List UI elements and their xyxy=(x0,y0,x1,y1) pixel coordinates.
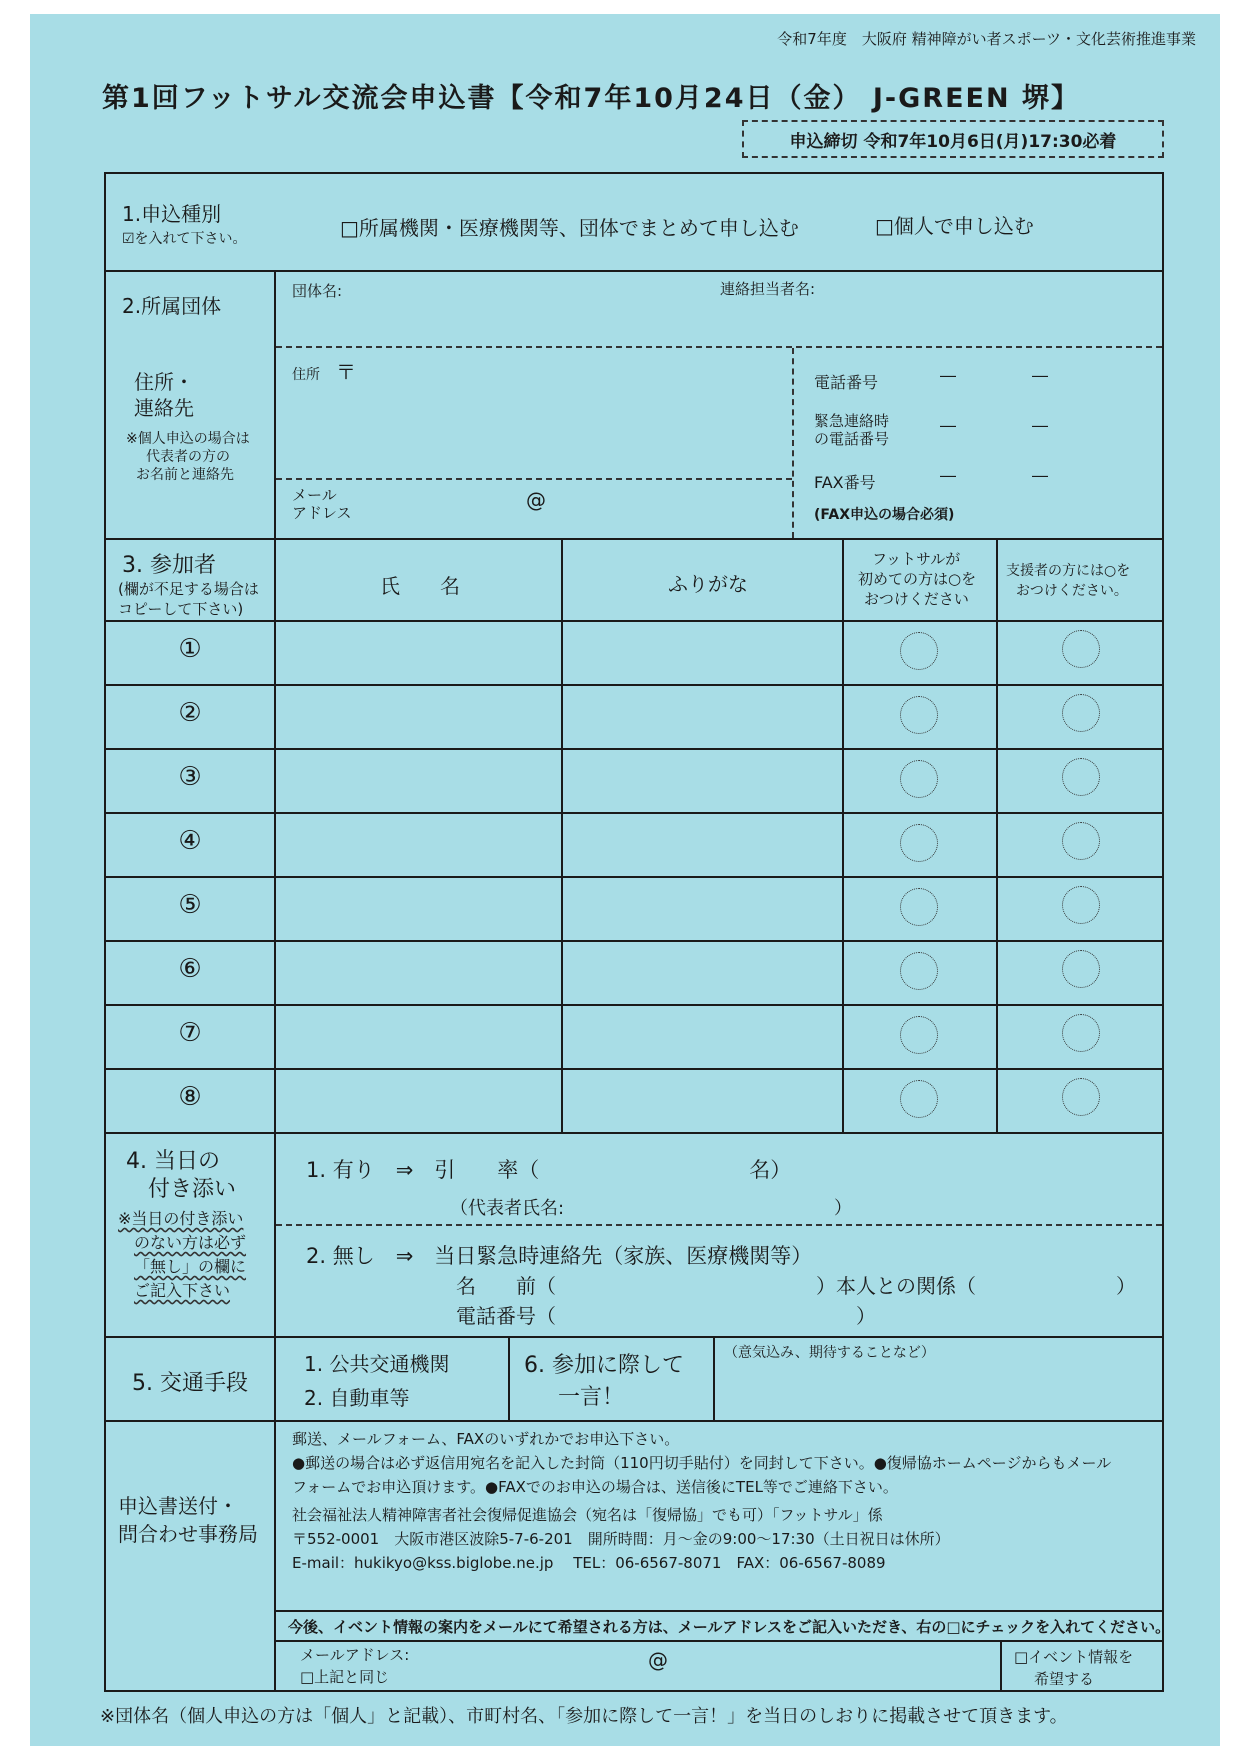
address-label-2: 連絡先 xyxy=(134,396,194,420)
supporter-circle[interactable] xyxy=(1062,886,1100,924)
first-time-circle[interactable] xyxy=(900,888,938,926)
event-info-checkbox[interactable]: □イベント情報を xyxy=(1014,1648,1134,1666)
address-note-1: ※個人申込の場合は xyxy=(126,431,250,447)
option-group-checkbox[interactable]: □所属機関・医療機関等、団体でまとめて申し込む xyxy=(340,216,799,240)
supporter-circle[interactable] xyxy=(1062,822,1100,860)
section4-note-3: 「無し」の欄に xyxy=(134,1257,247,1276)
contact-line-2: ●郵送の場合は必ず返信用宛名を記入した封筒（110円切手貼付）を同封して下さい。●復帰協ホームページからもメール xyxy=(292,1454,1112,1472)
row-number: ⑥ xyxy=(178,954,202,984)
contact-line-1: 郵送、メールフォーム、FAXのいずれかでお申込下さい。 xyxy=(292,1430,680,1448)
transport-public-option[interactable]: 1. 公共交通機関 xyxy=(304,1352,450,1376)
first-time-circle[interactable] xyxy=(900,632,938,670)
contact-person-field[interactable]: 連絡担当者名: xyxy=(720,280,816,298)
section2-label: 2.所属団体 xyxy=(122,294,222,318)
mail-label-1: メール xyxy=(292,486,337,504)
section4-note-1: ※当日の付き添い xyxy=(118,1209,244,1228)
contact-label-1: 申込書送付・ xyxy=(118,1494,238,1518)
dash: ― xyxy=(1032,366,1048,385)
row-number: ⑦ xyxy=(178,1018,202,1048)
emergency-phone-field[interactable]: の電話番号 xyxy=(814,430,890,448)
emergency-name-field[interactable]: 名 前（ ）本人との関係（ ） xyxy=(456,1274,1136,1298)
dash: ― xyxy=(940,366,956,385)
contact-line-3: フォームでお申込頂けます。●FAXでのお申込の場合は、送信後にTEL等でご連絡下さい。 xyxy=(292,1478,898,1496)
first-time-circle[interactable] xyxy=(900,824,938,862)
row-number: ⑧ xyxy=(178,1082,202,1112)
escort-yes-row[interactable]: 1. 有り ⇒ 引 率（ 名） xyxy=(306,1158,792,1182)
application-form xyxy=(30,14,1220,1746)
supporter-circle[interactable] xyxy=(1062,758,1100,796)
footer-note: ※団体名（個人申込の方は「個人」と記載）、市町村名、「参加に際して一言！」を当日のしおりに掲載させて頂きます。 xyxy=(100,1706,1068,1727)
address-label-1: 住所・ xyxy=(134,370,194,394)
contact-line-6: E-mail：hukikyo@kss.biglobe.ne.jp TEL：06-6567-8071 FAX：06-6567-8089 xyxy=(292,1554,886,1572)
postal-mark: 〒 xyxy=(336,360,356,384)
mail-label-2: アドレス xyxy=(292,504,352,522)
comment-field[interactable]: （意気込み、期待することなど） xyxy=(724,1345,935,1361)
col-first-time-2: 初めての方は○を xyxy=(858,570,977,588)
col-first-time-1: フットサルが xyxy=(872,550,961,568)
section3-note-2: コピーして下さい) xyxy=(118,600,244,618)
col-first-time-3: おつけください xyxy=(864,590,969,608)
first-time-circle[interactable] xyxy=(900,952,938,990)
section4-label-1: 4. 当日の xyxy=(126,1149,220,1174)
section6-label-1: 6. 参加に際して xyxy=(524,1353,684,1378)
program-name: 令和7年度 大阪府 精神障がい者スポーツ・文化芸術推進事業 xyxy=(777,30,1196,48)
section4-label-2: 付き添い xyxy=(148,1177,237,1202)
transport-car-option[interactable]: 2. 自動車等 xyxy=(304,1386,410,1410)
dash: ― xyxy=(940,466,956,485)
supporter-circle[interactable] xyxy=(1062,950,1100,988)
row-number: ③ xyxy=(178,762,202,792)
group-name-field[interactable]: 団体名: xyxy=(292,282,343,300)
fax-note: (FAX申込の場合必須) xyxy=(814,507,955,523)
first-time-circle[interactable] xyxy=(900,696,938,734)
col-furigana-header: ふりがな xyxy=(668,572,748,596)
event-notice: 今後、イベント情報の案内をメールにて希望される方は、メールアドレスをご記入いただき、右の□にチェックを入れてください。 xyxy=(288,1618,1171,1636)
contact-label-2: 問合わせ事務局 xyxy=(118,1522,258,1546)
supporter-circle[interactable] xyxy=(1062,1014,1100,1052)
escort-no-row[interactable]: 2. 無し ⇒ 当日緊急時連絡先（家族、医療機関等） xyxy=(306,1244,813,1268)
mail-address-field[interactable]: メールアドレス: xyxy=(300,1646,410,1664)
row-number: ② xyxy=(178,698,202,728)
supporter-circle[interactable] xyxy=(1062,694,1100,732)
deadline-box: 申込締切 令和7年10月6日(月)17:30必着 xyxy=(742,120,1164,158)
emergency-phone-field-2[interactable]: 電話番号（ ） xyxy=(456,1304,876,1328)
same-as-above-checkbox[interactable]: □上記と同じ xyxy=(300,1668,390,1686)
address-note-3: お名前と連絡先 xyxy=(136,467,234,483)
representative-name-field[interactable]: （代表者氏名: ） xyxy=(450,1198,853,1219)
supporter-circle[interactable] xyxy=(1062,630,1100,668)
first-time-circle[interactable] xyxy=(900,1016,938,1054)
address-field[interactable]: 住所 xyxy=(292,367,320,383)
col-name-header: 氏 名 xyxy=(380,574,460,598)
col-supporter-1: 支援者の方には○を xyxy=(1006,563,1131,579)
form-title: 第1回フットサル交流会申込書【令和7年10月24日（金） J-GREEN 堺】 xyxy=(102,83,1080,114)
emergency-label-1: 緊急連絡時 xyxy=(814,412,890,430)
address-note-2: 代表者の方の xyxy=(146,449,230,465)
dash: ― xyxy=(1032,416,1048,435)
contact-line-5: 〒552-0001 大阪市港区波除5-7-6-201 開所時間：月～金の9:00～17:30（土日祝日は休所） xyxy=(292,1530,950,1548)
dash: ― xyxy=(1032,466,1048,485)
event-info-label-2: 希望する xyxy=(1034,1670,1095,1688)
row-number: ⑤ xyxy=(178,890,202,920)
section6-label-2: 一言！ xyxy=(558,1385,625,1410)
section4-note-4: ご記入下さい xyxy=(134,1281,231,1300)
section4-note-2: のない方は必ず xyxy=(134,1233,247,1252)
first-time-circle[interactable] xyxy=(900,760,938,798)
fax-field[interactable]: FAX番号 xyxy=(814,473,876,492)
row-number: ① xyxy=(178,634,202,664)
option-individual-checkbox[interactable]: □個人で申し込む xyxy=(875,214,1034,238)
section1-label: 1.申込種別 xyxy=(122,202,222,226)
first-time-circle[interactable] xyxy=(900,1080,938,1118)
section5-label: 5. 交通手段 xyxy=(132,1371,248,1396)
event-mail-at: @ xyxy=(648,1648,668,1672)
mail-at-field[interactable]: @ xyxy=(526,488,546,512)
dash: ― xyxy=(940,416,956,435)
row-number: ④ xyxy=(178,826,202,856)
contact-line-4: 社会福祉法人精神障害者社会復帰促進協会（宛名は「復帰協」でも可）「フットサル」係 xyxy=(292,1506,883,1524)
phone-field[interactable]: 電話番号 xyxy=(814,373,879,392)
supporter-circle[interactable] xyxy=(1062,1078,1100,1116)
section3-note-1: (欄が不足する場合は xyxy=(118,580,259,598)
section3-label: 3. 参加者 xyxy=(122,553,216,578)
section1-hint: ☑を入れて下さい。 xyxy=(122,231,247,247)
col-supporter-2: おつけください。 xyxy=(1016,583,1128,599)
